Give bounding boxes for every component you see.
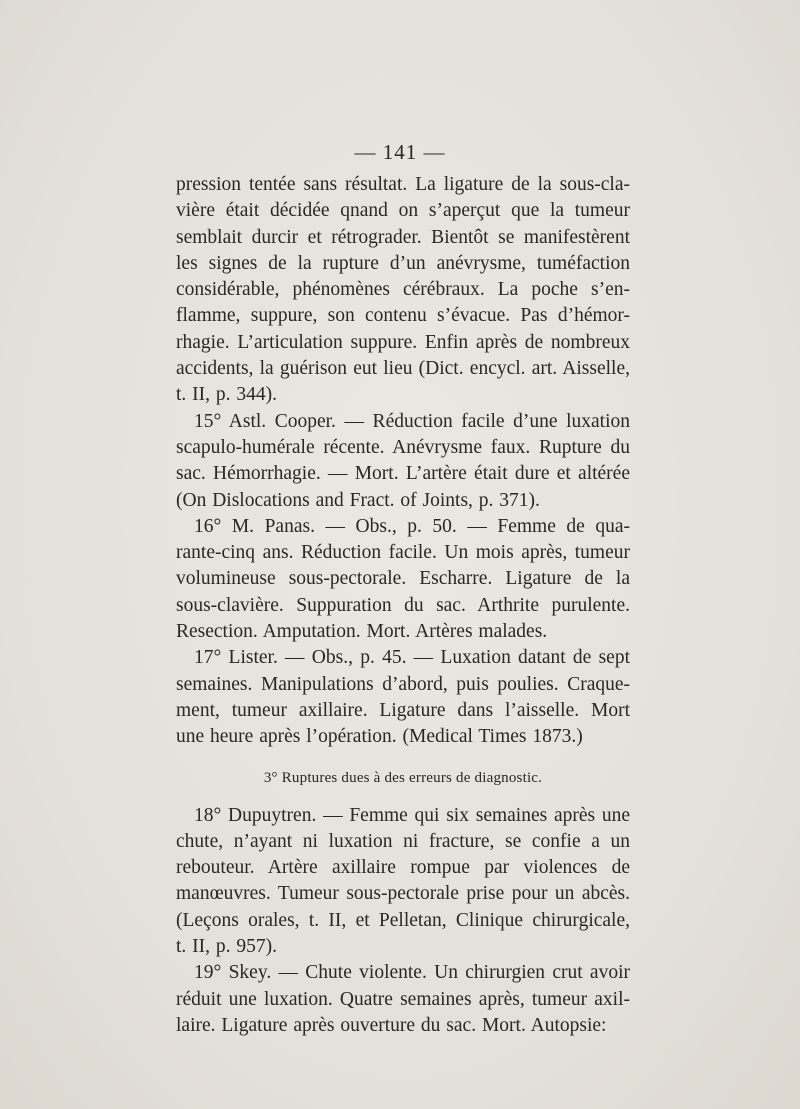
text-line: semblait durcir et rétrograder. Bientôt se manifestèrent	[176, 226, 630, 248]
page-number: — 141 —	[354, 140, 446, 164]
text-line: rante-cinq ans. Réduction facile. Un mois après, tumeur	[176, 542, 630, 564]
section-title: 3° Ruptures dues à des erreurs de diagnostic.	[263, 769, 543, 786]
text-line: vière était décidée qnand on s’aperçut que la tumeur	[176, 200, 630, 222]
text-line: accidents, la guérison eut lieu (Dict. encycl. art. Aisselle,	[176, 358, 630, 380]
text-line: pression tentée sans résultat. La ligature de la sous-cla-	[176, 174, 630, 195]
text-line: réduit une luxation. Quatre semaines après, tumeur axil-	[176, 988, 630, 1010]
paragraph	[176, 172, 630, 409]
text-line: une heure après l’opération. (Medical Times 1873.)	[176, 726, 583, 748]
text-line: (On Dislocations and Fract. of Joints, p. 371).	[176, 489, 540, 511]
text-line: (Leçons orales, t. II, et Pelletan, Clinique chirurgicale,	[176, 909, 630, 931]
text-line: flamme, suppure, son contenu s’évacue. Pas d’hémor-	[176, 305, 630, 327]
text-line: 16° M. Panas. — Obs., p. 50. — Femme de qua-	[194, 515, 630, 537]
text-line: considérable, phénomènes cérébraux. La poche s’en-	[176, 279, 630, 301]
text-line: laire. Ligature après ouverture du sac. Mort. Autopsie:	[176, 1014, 607, 1036]
text-line: t. II, p. 344).	[176, 384, 278, 406]
text-line: chute, n’ayant ni luxation ni fracture, se confie a un	[176, 830, 630, 852]
text-line: volumineuse sous-pectorale. Escharre. Ligature de la	[176, 568, 630, 590]
paragraph	[176, 514, 630, 645]
paragraph	[176, 409, 630, 514]
text-line: les signes de la rupture d’un anévrysme, tuméfaction	[176, 252, 630, 274]
text-line: 17° Lister. — Obs., p. 45. — Luxation datant de sept	[194, 647, 630, 669]
text-line: ment, tumeur axillaire. Ligature dans l’aisselle. Mort	[176, 699, 630, 721]
text-line: rebouteur. Artère axillaire rompue par violences de	[176, 857, 630, 879]
paragraph	[176, 645, 630, 750]
paragraph	[176, 960, 630, 1039]
paragraphs-before-section	[176, 172, 630, 751]
text-line: scapulo-humérale récente. Anévrysme faux. Rupture du	[176, 436, 630, 458]
text-line: sac. Hémorrhagie. — Mort. L’artère était dure et altérée	[176, 463, 630, 485]
paragraphs-after-section	[176, 803, 630, 1040]
body-text	[176, 172, 630, 1039]
text-line: semaines. Manipulations d’abord, puis poulies. Craque-	[176, 673, 630, 695]
paragraph	[176, 803, 630, 961]
text-line: 19° Skey. — Chute violente. Un chirurgien crut avoir	[194, 962, 630, 984]
text-line: sous-clavière. Suppuration du sac. Arthrite purulente.	[176, 594, 630, 616]
text-line: 15° Astl. Cooper. — Réduction facile d’une luxation	[194, 410, 630, 432]
text-line: t. II, p. 957).	[176, 936, 278, 958]
text-line: rhagie. L’articulation suppure. Enfin après de nombreux	[176, 331, 630, 353]
text-line: Resection. Amputation. Mort. Artères malades.	[176, 621, 548, 643]
text-line: 18° Dupuytren. — Femme qui six semaines après une	[194, 804, 630, 826]
text-line: manœuvres. Tumeur sous-pectorale prise pour un abcès.	[176, 883, 630, 905]
